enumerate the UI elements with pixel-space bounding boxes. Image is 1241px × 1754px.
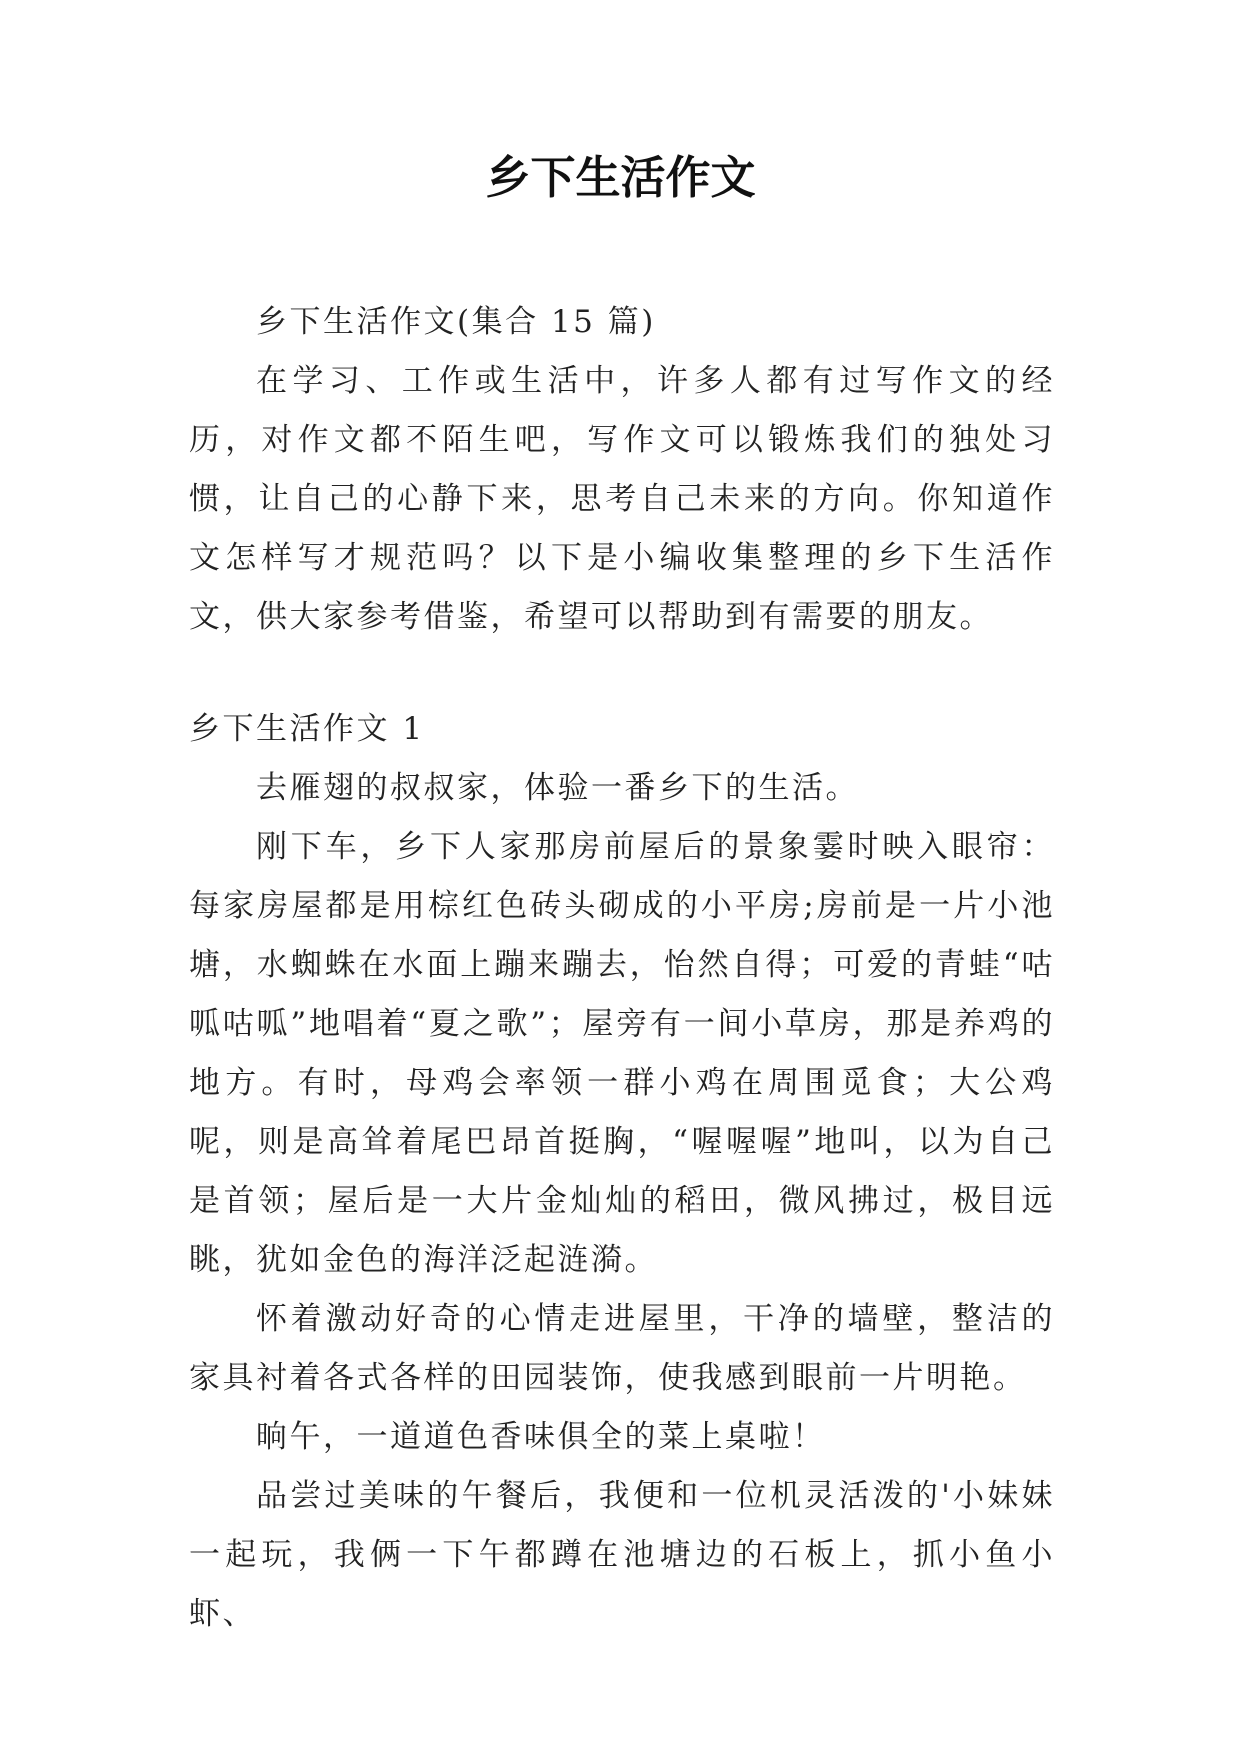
essay-paragraph: 去雁翅的叔叔家，体验一番乡下的生活。 [256, 770, 859, 806]
essay-paragraph: 刚下车，乡下人家那房前屋后的景象霎时映入眼帘：每家房屋都是用棕红色砖头砌成的小平房;房前是一片小池塘，水蜘蛛在水面上蹦来蹦去，怡然自得；可爱的青蛙“咕呱咕呱”地唱着“夏之歌”；屋旁有一间小草房，那是养鸡的地方。有时，母鸡会率领一群小鸡在周围觅食；大公鸡呢，则是高耸着尾巴昂首挺胸，“喔喔喔”地叫，以为自己是首领；屋后是一大片金灿灿的稻田，微风拂过，极目远眺，犹如金色的海洋泛起涟漪。 [189, 829, 1055, 1278]
intro-paragraph: 在学习、工作或生活中，许多人都有过写作文的经历，对作文都不陌生吧，写作文可以锻炼我们的独处习惯，让自己的心静下来，思考自己未来的方向。你知道作文怎样写才规范吗？以下是小编收集整理的乡下生活作文，供大家参考借鉴，希望可以帮助到有需要的朋友。 [189, 363, 1055, 635]
essay-paragraph: 品尝过美味的午餐后，我便和一位机灵活泼的'小妹妹一起玩，我俩一下午都蹲在池塘边的石板上，抓小鱼小虾、 [189, 1478, 1055, 1632]
essay-paragraph: 怀着激动好奇的心情走进屋里，干净的墙壁，整洁的家具衬着各式各样的田园装饰，使我感到眼前一片明艳。 [189, 1301, 1055, 1396]
intro-section [189, 293, 1055, 647]
essay-section [189, 700, 1055, 1644]
document-subtitle: 乡下生活作文(集合 15 篇) [256, 304, 656, 340]
essay-heading: 乡下生活作文 1 [189, 711, 425, 747]
document-title: 乡下生活作文 [485, 151, 756, 204]
essay-paragraph: 晌午，一道道色香味俱全的菜上桌啦！ [256, 1419, 826, 1455]
